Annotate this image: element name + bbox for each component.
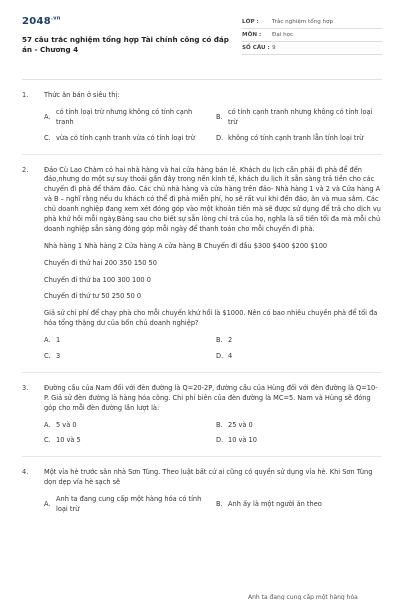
answer-option[interactable]: B. Anh ấy là một người ăn theo bbox=[216, 500, 322, 509]
site-logo[interactable]: $2048^{.vn}$ bbox=[22, 15, 61, 27]
question-text: Thức ăn bán ở siêu thị: bbox=[44, 91, 120, 99]
table-row-text: Chuyến đi thứ ba 100 300 100 0 bbox=[44, 275, 151, 284]
table-row-text: Nhà hàng 1 Nhà hàng 2 Cửa hàng A cửa hàng B Chuyến đi đầu $300 $400 $200 $100 bbox=[44, 241, 328, 250]
meta-row-count: SỐ CÂU : 9 bbox=[242, 42, 382, 55]
answer-options bbox=[44, 336, 382, 362]
question-prompt: Giả sử chi phí để chạy phà cho mỗi chuyến khứ hồi là $1000. Nên có bao nhiêu chuyến phà để tối đa hóa tổng thặng dư của bốn chủ doanh nghiệp? bbox=[44, 309, 378, 328]
table-row-text: Chuyến đi thứ hai 200 350 150 50 bbox=[44, 258, 157, 267]
question-text: Đường cầu của Nam đối với đèn đường là Q=20-2P, đường cầu của Hùng đối với đèn đường là Q=10-P. Giả sử đèn đường là hàng hóa công. Chi phí biên của đèn đường là MC=5. Nam và Hùng sẽ đóng góp cho mỗi đèn đường lần lượt là: bbox=[44, 383, 378, 412]
question-number: 1. bbox=[22, 91, 29, 99]
answer-option[interactable]: B. có tính cạnh tranh nhưng không có tính loại trừ bbox=[216, 107, 373, 126]
header-left bbox=[22, 14, 237, 66]
question-3 bbox=[22, 384, 382, 446]
question-1 bbox=[22, 91, 382, 144]
page-title: 57 câu trắc nghiệm tổng hợp Tài chính công có đáp án - Chương 4 bbox=[22, 35, 229, 54]
answer-option[interactable]: D. không có tính cạnh tranh lẫn tính loại trừ bbox=[216, 133, 364, 142]
answer-option[interactable]: C. 10 và 5 bbox=[44, 436, 81, 445]
question-divider bbox=[22, 154, 382, 155]
answer-option[interactable]: A. có tính loại trừ nhưng không có tính cạnh tranh bbox=[44, 107, 193, 126]
meta-table bbox=[242, 16, 382, 66]
answer-options bbox=[44, 108, 382, 144]
question-divider bbox=[22, 456, 382, 457]
answer-option[interactable]: B. 2 bbox=[216, 336, 233, 345]
meta-row-class: LỚP : Trắc nghiệm tổng hợp bbox=[242, 16, 382, 29]
meta-row-subject: MÔN : Đại học bbox=[242, 29, 382, 42]
answer-option[interactable]: A. 5 và 0 bbox=[44, 420, 77, 429]
question-number: 3. bbox=[22, 383, 29, 392]
cutoff-option-text: Anh ta đang cung cấp một hàng hóa bbox=[248, 594, 358, 600]
question-2 bbox=[22, 166, 382, 362]
answer-option[interactable]: A. 1 bbox=[44, 336, 61, 345]
answer-option[interactable]: D. 4 bbox=[216, 352, 233, 361]
header-divider bbox=[22, 79, 382, 80]
answer-options bbox=[44, 421, 382, 447]
document-header bbox=[22, 14, 382, 66]
answer-option[interactable]: C. vừa có tính cạnh tranh vừa có tính loại trừ bbox=[44, 133, 195, 142]
answer-options bbox=[44, 495, 382, 515]
answer-option[interactable]: D. 10 và 10 bbox=[216, 436, 257, 445]
answer-option[interactable]: A. Anh ta đang cung cấp một hàng hóa có tính loại trừ bbox=[44, 495, 202, 514]
question-number: 4. bbox=[22, 468, 29, 477]
answer-option[interactable]: B. 25 và 0 bbox=[216, 420, 253, 429]
question-text: Đảo Cù Lao Chàm có hai nhà hàng và hai cửa hàng bán lẻ. Khách du lịch cần phải đi phà để đến đảo,nhưng do một sự suy thoái gần đây trong nền kinh tế, khách du lịch ít sẵn sàng trả tiền cho các chuyến đi phà để thăm đảo. Các chủ nhà hàng và cửa hàng trên đảo- Nhà hàng 1 và 2 và Cửa hàng A và B – nghĩ rằng nếu du khách có thể đi phà miễn phí, họ sẽ rất vui khi đến đảo, ăn và mua sắm. Các chủ doanh nghiệp đang xem xét đóng góp vào một khoản tiền mà sẽ được sử dụng để trả cho dịch vụ phà khứ hồi mỗi ngày.Bảng sau cho biết sự sẵn lòng chi trả của họ, nghĩa là số tiền tối đa mà mỗi chủ doanh nghiệp sẵn sàng đóng góp mỗi ngày để thanh toán cho mỗi chuyến đi phà. bbox=[44, 165, 381, 233]
answer-option[interactable]: C. 3 bbox=[44, 352, 61, 361]
question-divider bbox=[22, 372, 382, 373]
question-4 bbox=[22, 468, 382, 515]
table-row-text: Chuyến đi thứ tư 50 250 50 0 bbox=[44, 292, 142, 301]
question-number: 2. bbox=[22, 165, 29, 174]
question-text: Một vỉa hè trước sân nhà Sơn Tùng. Theo luật bất cứ ai cũng có quyền sử dụng vỉa hè. Khi Sơn Tùng dọn dẹp vỉa hè sạch sẽ bbox=[44, 468, 373, 487]
